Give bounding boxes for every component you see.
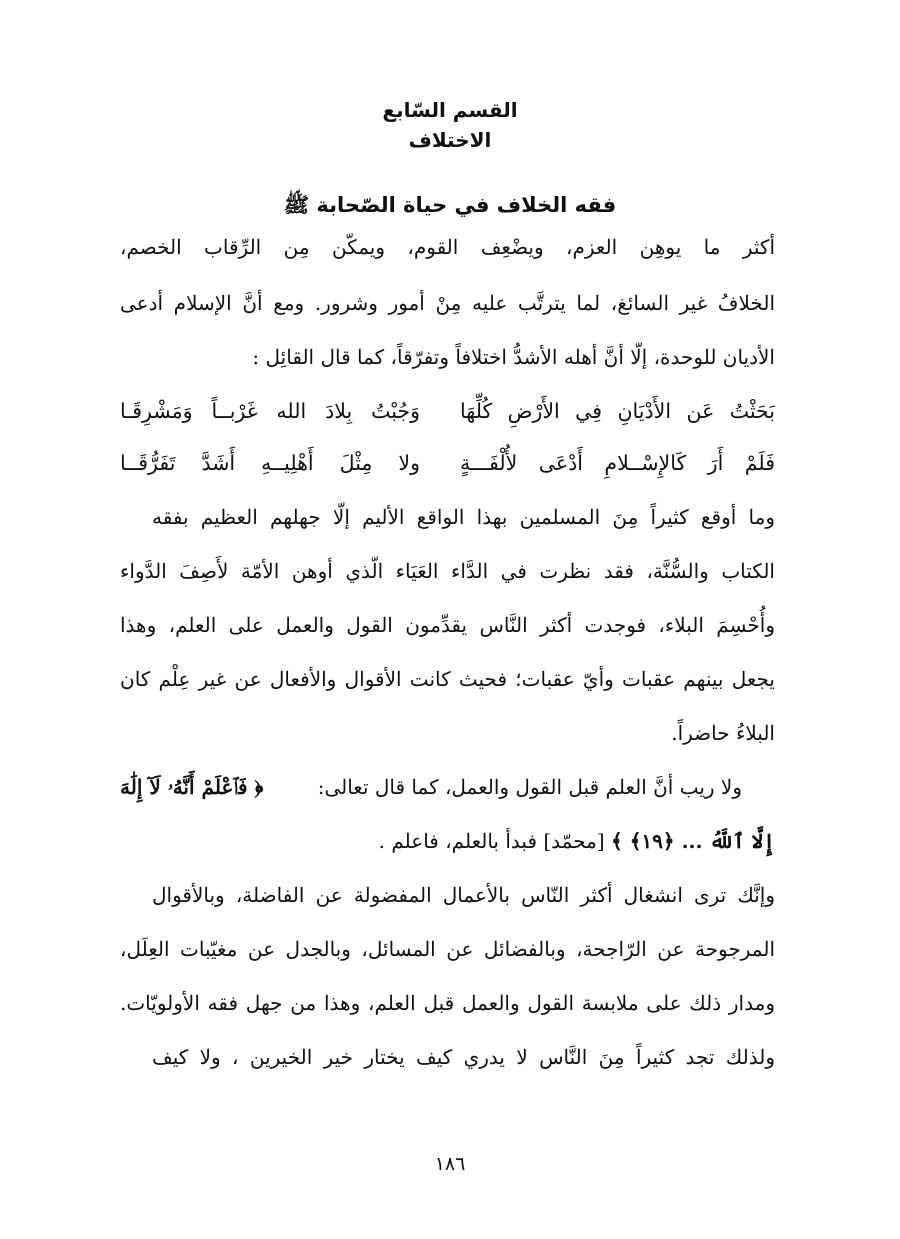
paragraph-line: الكتاب والسُّنَّة، فقد نظرت في الدَّاء العَيَاء الّذي أوهن الأمّة لأَصِفَ الدَّواء [120, 559, 775, 583]
verse-hemistich: فَلَمْ أَرَ كَالإِسْــلامِ أَدْعَى لأُلْفَـــةٍ [460, 451, 775, 475]
paragraph-line: الأديان للوحدة، إلّا أنَّ أهله الأشدُّ اختلافاً وتفرّقاً، كما قال القائِل : [252, 345, 775, 369]
verse-hemistich: وَجُبْتُ بِلادَ الله غَرْبــاً وَمَشْرِقَـا [120, 399, 420, 423]
quran-verse: ﴿ فَٱعْلَمْ أَنَّهُۥ لَآ إِلَٰهَ [120, 775, 264, 799]
verse-hemistich: ولا مِثْلَ أَهْلِيــهِ أَشَدَّ تَفَرُّقَــا [120, 451, 420, 475]
paragraph-line: وإنَّك ترى انشغال أكثر النّاس بالأعمال المفضولة عن الفاضلة، وبالأقوال [152, 883, 775, 907]
section-title: القسم السّابع [382, 98, 518, 122]
paragraph-text: ولا ريب أنَّ العلم قبل القول والعمل، كما قال تعالى: [317, 775, 742, 799]
paragraph-line [120, 821, 775, 861]
verse-hemistich: بَحَثْتُ عَن الأَدْيَانِ فِي الأَرْضِ كُلِّهَا [460, 399, 775, 423]
paragraph-line: يجعل بينهم عقبات وأيّ عقبات؛ فحيث كانت الأقوال والأفعال عن غير عِلْم كان [120, 667, 775, 691]
paragraph-line [120, 767, 775, 807]
paragraph-text: [محمّد] فبدأ بالعلم، فاعلم . [378, 829, 605, 853]
page-number: ١٨٦ [434, 1153, 466, 1175]
paragraph-line: ولذلك تجد كثيراً مِنَ النَّاس لا يدري كيف يختار خير الخيرين ، ولا كيف [152, 1045, 775, 1069]
paragraph-line: البلاءُ حاضراً. [671, 721, 775, 745]
paragraph-line: ومدار ذلك على ملابسة القول والعمل قبل العلم، وهذا من جهل فقه الأولويّات. [120, 991, 775, 1015]
section-subtitle: الاختلاف [408, 128, 492, 152]
paragraph-line: وأُحْسِمَ البلاء، فوجدت أكثر النَّاس يقدِّمون القول والعمل على العلم، وهذا [120, 613, 775, 637]
paragraph-line: أكثر ما يوهِن العزم، ويضْعِف القوم، ويمكّن مِن الرِّقاب الخصم، [120, 235, 775, 259]
paragraph-line: المرجوحة عن الرّاجحة، وبالفضائل عن المسائل، وبالجدل عن مغيّبات العِلَل، [120, 937, 775, 961]
quran-verse: إِلَّا ٱللَّهُ ... ﴿١٩﴾ ﴾ [611, 829, 775, 853]
chapter-heading: فقه الخلاف في حياة الصّحابة ﷺ [283, 193, 617, 217]
paragraph-line: الخلافُ غير السائغ، لما يترتَّب عليه مِنْ أمور وشرور. ومع أنَّ الإسلام أدعى [120, 291, 775, 315]
paragraph-line: وما أوقع كثيراً مِنَ المسلمين بهذا الواقع الأليم إلّا جهلهم العظيم بفقه [152, 505, 775, 529]
